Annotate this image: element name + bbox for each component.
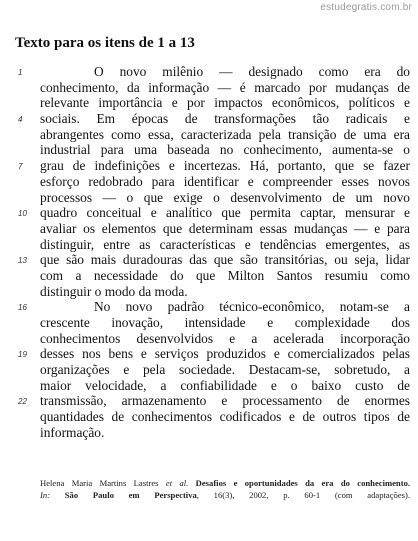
text-line: [0, 378, 418, 394]
text-line: [0, 127, 418, 143]
text-line: [0, 299, 418, 315]
line-number: 1: [18, 68, 23, 77]
line-text: quadro conceitual e analítico que permita captar, mensurar e: [40, 205, 410, 221]
line-text: distinguir, entre as características e tendências emergentes, as: [40, 236, 410, 252]
line-text: informação.: [40, 424, 105, 440]
text-line: [0, 205, 418, 221]
section-heading: Texto para os itens de 1 a 13: [15, 35, 195, 51]
line-text: distinguir o modo da moda.: [40, 283, 188, 299]
citation-journal: São Paulo em Perspectiva: [64, 490, 197, 500]
line-number: 16: [18, 303, 27, 313]
line-text: abrangentes como essa, caracterizada pela transição de uma era: [40, 126, 410, 142]
citation-author: Helena Maria Martins Lastres: [40, 478, 159, 488]
line-text: grau de indefinições e incertezas. Há, portanto, que se fazer: [40, 158, 410, 174]
line-text: relevante importância e por impactos econômicos, políticos e: [40, 95, 410, 111]
line-number: 19: [18, 350, 27, 360]
line-text: No novo padrão técnico-econômico, notam-se a: [94, 299, 410, 315]
text-line: [0, 425, 418, 441]
line-text: sociais. Em épocas de transformações tão radicais e: [40, 111, 410, 127]
text-line: [0, 409, 418, 425]
text-line: [0, 346, 418, 362]
line-text: avaliar os elementos que determinam essas mudanças — e para: [40, 220, 410, 236]
text-line: [0, 393, 418, 409]
line-number: 10: [18, 209, 27, 219]
text-line: [0, 315, 418, 331]
line-text: desses nos bens e serviços produzidos e comercializados pelas: [40, 346, 410, 362]
citation-etal: et al.: [165, 478, 189, 488]
text-line: [0, 362, 418, 378]
line-number: 22: [18, 397, 27, 407]
line-text: conhecimento, da informação — é marcado por mudanças de: [40, 79, 410, 95]
line-text: crescente inovação, intensidade e complexidade dos: [40, 315, 410, 330]
line-text: conhecimentos desenvolvidos e a acelerada incorporação: [40, 330, 410, 346]
site-watermark: estudegratis.com.br: [320, 2, 412, 13]
line-text: com a necessidade do que Milton Santos resumiu como: [40, 267, 410, 283]
text-line: [0, 252, 418, 268]
line-text: esforço redobrado para identificar e compreender esses novos: [40, 173, 410, 189]
line-text: transmissão, armazenamento e processamento de enormes: [40, 393, 410, 409]
text-line: [0, 111, 418, 127]
citation-line-1: [40, 477, 410, 489]
text-line: [0, 268, 418, 284]
text-line: [0, 80, 418, 96]
citation-in: In:: [40, 490, 51, 500]
citation-details: , 16(3), 2002, p. 60-1 (com adaptações).: [196, 490, 410, 500]
line-text: processos — o que exige o desenvolvimento de um novo: [40, 189, 410, 205]
line-number: 7: [18, 162, 23, 172]
line-text: industrial para uma baseada no conhecimento, aumenta-se o: [40, 142, 410, 158]
line-number: 13: [18, 256, 27, 266]
text-line: [0, 64, 418, 80]
text-line: [0, 158, 418, 174]
text-line: [0, 221, 418, 237]
line-text: organizações e pela sociedade. Destacam-se, sobretudo, a: [40, 362, 410, 378]
text-line: [0, 284, 418, 300]
text-line: [0, 95, 418, 111]
line-text: quantidades de conhecimentos codificados e de outros tipos de: [40, 409, 410, 425]
source-citation: [40, 477, 410, 501]
line-number: 4: [18, 115, 23, 125]
text-line: [0, 190, 418, 206]
line-text: que são mais duradouras das que são transitórias, ou seja, lidar: [40, 252, 410, 268]
text-line: [0, 237, 418, 253]
text-line: [0, 174, 418, 190]
citation-line-2: [40, 489, 410, 501]
text-body: [0, 64, 418, 441]
text-line: [0, 142, 418, 158]
text-line: [0, 331, 418, 347]
line-text: maior velocidade, a confiabilidade e o baixo custo de: [40, 377, 410, 393]
citation-title: Desafios e oportunidades da era do conhecimento.: [195, 478, 411, 488]
line-text: O novo milênio — designado como era do: [94, 64, 410, 79]
